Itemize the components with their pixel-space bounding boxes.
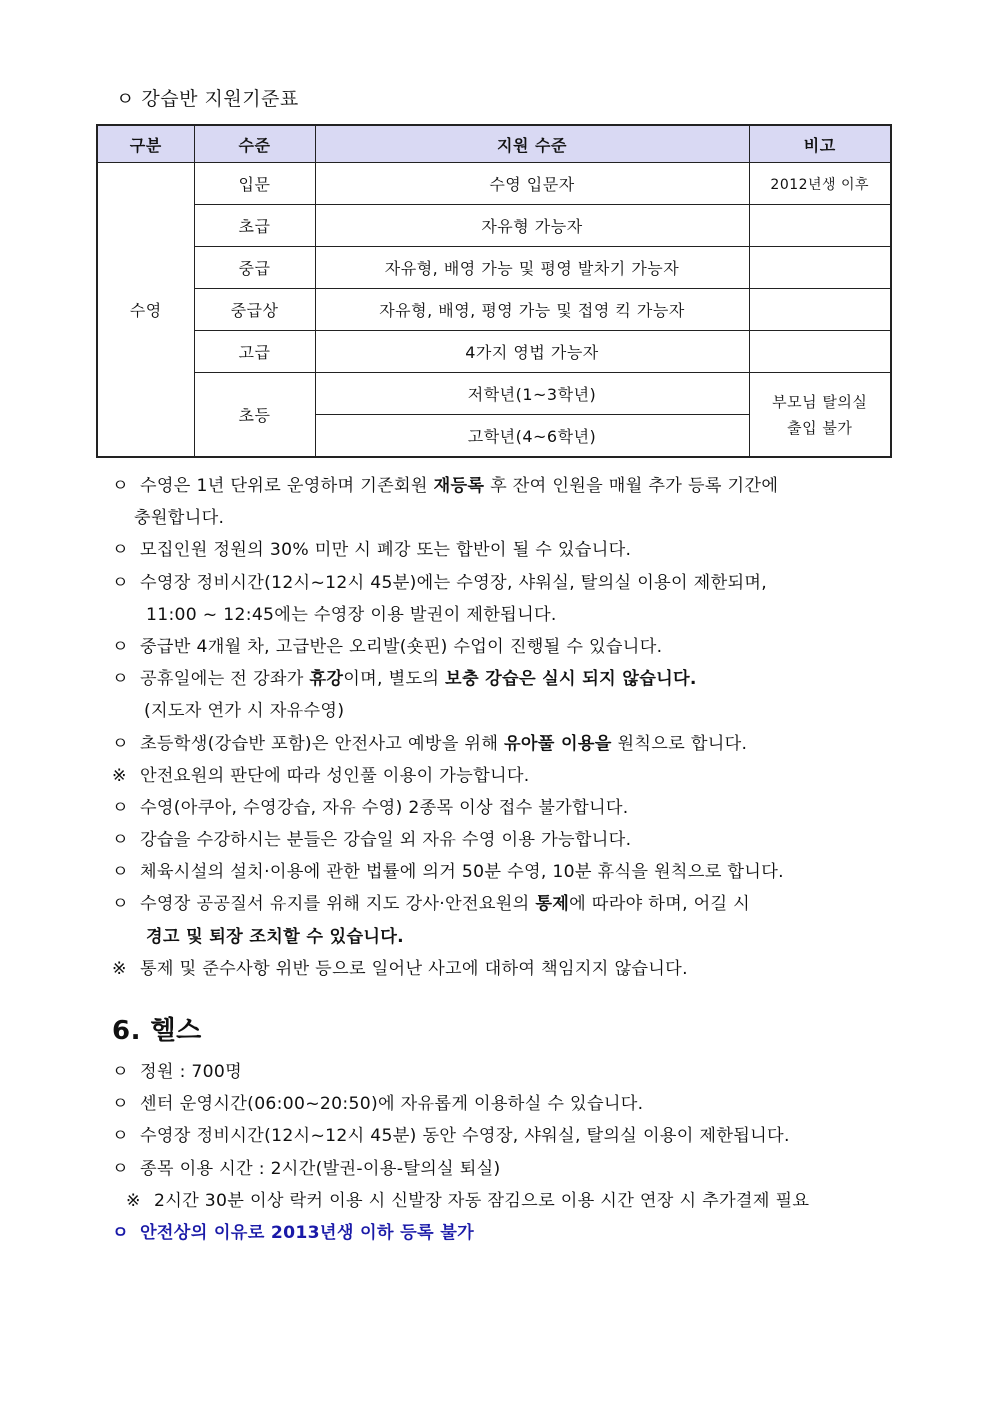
- reference-item: ※ 2시간 30분 이상 락커 이용 시 신발장 자동 잠김으로 이용 시간 연장 시 추가결제 필요: [112, 1185, 902, 1217]
- level-cell: 중급상: [194, 289, 315, 331]
- level-cell-elementary: 초등: [194, 373, 315, 458]
- support-cell: 수영 입문자: [315, 163, 749, 205]
- reference-item: ※ 안전요원의 판단에 따라 성인풀 이용이 가능합니다.: [112, 760, 902, 792]
- note-item: ㅇ 모집인원 정원의 30% 미만 시 폐강 또는 합반이 될 수 있습니다.: [112, 534, 902, 566]
- bullet: ㅇ: [112, 1158, 129, 1179]
- bullet: ㅇ: [112, 1222, 129, 1243]
- support-criteria-table: [96, 124, 892, 458]
- note-item: ㅇ 중급반 4개월 차, 고급반은 오리발(숏핀) 수업이 진행될 수 있습니다.: [112, 631, 902, 663]
- table-heading: ㅇ 강습반 지원기준표: [116, 88, 299, 110]
- reference-item: ※ 통제 및 준수사항 위반 등으로 일어난 사고에 대하여 책임지지 않습니다.: [112, 953, 902, 985]
- note-item: ㅇ 종목 이용 시간 : 2시간(발권-이용-탈의실 퇴실): [112, 1153, 902, 1185]
- header-category: 구분: [97, 125, 194, 163]
- support-cell: 자유형, 배영 가능 및 평영 발차기 가능자: [315, 247, 749, 289]
- reference-mark: ※: [112, 958, 127, 979]
- table-row: [97, 289, 891, 331]
- table-row: [97, 331, 891, 373]
- level-cell: 입문: [194, 163, 315, 205]
- note-cell: [749, 331, 891, 373]
- note-item: ㅇ 체육시설의 설치·이용에 관한 법률에 의거 50분 수영, 10분 휴식을 원칙으로 합니다.: [112, 856, 902, 888]
- bullet: ㅇ: [112, 669, 129, 690]
- note-cell: [749, 205, 891, 247]
- note-continuation: (지도자 연가 시 자유수영): [144, 701, 345, 722]
- reference-mark: ※: [112, 765, 127, 786]
- note-continuation: 충원합니다.: [134, 508, 225, 529]
- bullet: ㅇ: [112, 1062, 129, 1082]
- bullet: ㅇ: [112, 476, 129, 496]
- table-row: [97, 373, 891, 415]
- bullet: ㅇ: [112, 636, 129, 657]
- note-line: 부모님 탈의실: [772, 392, 868, 411]
- table-row: [97, 163, 891, 205]
- level-cell: 초급: [194, 205, 315, 247]
- note-item: ㅇ 센터 운영시간(06:00~20:50)에 자유롭게 이용하실 수 있습니다.: [112, 1088, 902, 1120]
- note-item: ㅇ 공휴일에는 전 강좌가 휴강이며, 별도의 보충 강습은 실시 되지 않습니다.: [112, 663, 902, 695]
- note-item: ㅇ 강습을 수강하시는 분들은 강습일 외 자유 수영 이용 가능합니다.: [112, 824, 902, 856]
- note-cell: 2012년생 이후: [749, 163, 891, 205]
- bullet: ㅇ: [112, 894, 129, 915]
- support-cell: 자유형 가능자: [315, 205, 749, 247]
- note-line: 출입 불가: [787, 418, 853, 437]
- note-item: ㅇ 수영장 공공질서 유지를 위해 지도 강사·안전요원의 통제에 따라야 하며, 어길 시: [112, 888, 902, 920]
- note-item: ㅇ 수영장 정비시간(12시~12시 45분) 동안 수영장, 샤워실, 탈의실 이용이 제한됩니다.: [112, 1120, 902, 1152]
- note-continuation: 11:00 ~ 12:45에는 수영장 이용 발권이 제한됩니다.: [146, 604, 557, 625]
- note-item: ㅇ 초등학생(강습반 포함)은 안전사고 예방을 위해 유아풀 이용을 원칙으로 합니다.: [112, 728, 902, 760]
- bullet: ㅇ: [112, 797, 129, 818]
- header-note: 비고: [749, 125, 891, 163]
- note-cell: [749, 289, 891, 331]
- note-item: ㅇ 수영장 정비시간(12시~12시 45분)에는 수영장, 샤워실, 탈의실 이용이 제한되며,: [112, 567, 902, 599]
- header-level: 수준: [194, 125, 315, 163]
- support-cell: 4가지 영법 가능자: [315, 331, 749, 373]
- bullet: ㅇ: [112, 540, 129, 561]
- bullet: ㅇ: [112, 1126, 129, 1147]
- bullet: ㅇ: [112, 572, 129, 593]
- support-cell-high-grade: 고학년(4~6학년): [315, 415, 749, 458]
- category-cell: 수영: [97, 163, 194, 458]
- health-notes: [112, 1056, 902, 1249]
- swimming-notes: [112, 470, 902, 985]
- table-row: [97, 247, 891, 289]
- reference-mark: ※: [126, 1190, 141, 1211]
- support-cell: 자유형, 배영, 평영 가능 및 접영 킥 가능자: [315, 289, 749, 331]
- registration-restriction: ㅇ 안전상의 이유로 2013년생 이하 등록 불가: [112, 1217, 902, 1249]
- section-title-health: 6. 헬스: [112, 1016, 202, 1046]
- note-cell-elementary: [749, 373, 891, 458]
- bullet: ㅇ: [112, 1094, 129, 1115]
- header-support: 지원 수준: [315, 125, 749, 163]
- note-item: ㅇ 수영(아쿠아, 수영강습, 자유 수영) 2종목 이상 접수 불가합니다.: [112, 792, 902, 824]
- table-header-row: [97, 125, 891, 163]
- support-cell-low-grade: 저학년(1~3학년): [315, 373, 749, 415]
- note-item: ㅇ 수영은 1년 단위로 운영하며 기존회원 재등록 후 잔여 인원을 매월 추가 등록 기간에: [112, 470, 902, 502]
- bullet: ㅇ: [112, 733, 129, 754]
- level-cell: 중급: [194, 247, 315, 289]
- note-item: ㅇ 정원 : 700명: [112, 1056, 902, 1088]
- bullet: ㅇ: [112, 830, 129, 851]
- note-continuation: 경고 및 퇴장 조치할 수 있습니다.: [146, 926, 404, 947]
- table-row: [97, 205, 891, 247]
- bullet: ㅇ: [112, 862, 129, 883]
- level-cell: 고급: [194, 331, 315, 373]
- note-cell: [749, 247, 891, 289]
